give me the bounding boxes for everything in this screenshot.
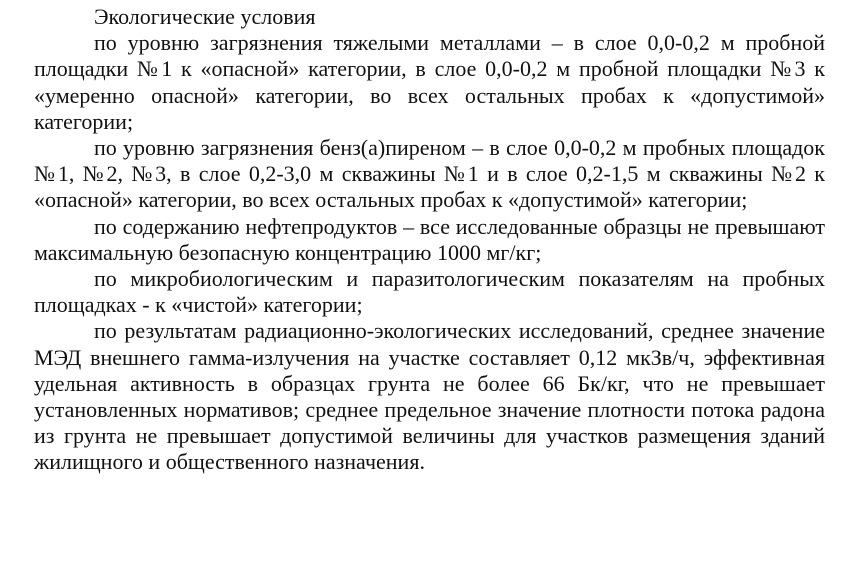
- paragraph-petroleum-products: по содержанию нефтепродуктов – все исследованные образцы не превышают максимальную безопасную концентрацию 1000 мг/кг;: [34, 213, 825, 265]
- paragraph-microbiological: по микробиологическим и паразитологическим показателям на пробных площадках - к «чистой» категории;: [34, 266, 825, 318]
- section-heading: Экологические условия: [94, 4, 316, 29]
- paragraph-radiation: по результатам радиационно-экологических исследований, среднее значение МЭД внешнего гамма-излучения на участке составляет 0,12 мкЗв/ч, эффективная удельная активность в образцах грунта не более 66 Бк/кг, что не превышает установленных нормативов; среднее предельное значение плотности потока радона из грунта не превышает допустимой величины для участков размещения зданий жилищного и общественного назначения.: [34, 318, 825, 475]
- paragraph-benzopyrene: по уровню загрязнения бенз(а)пиреном – в слое 0,0-0,2 м пробных площадок №1, №2, №3, в слое 0,2-3,0 м скважины №1 и в слое 0,2-1,5 м скважины №2 к «опасной» категории, во всех остальных пробах к «допустимой» категории;: [34, 135, 825, 213]
- paragraph-heavy-metals: по уровню загрязнения тяжелыми металлами – в слое 0,0-0,2 м пробной площадки №1 к «опасной» категории, в слое 0,0-0,2 м пробной площадки №3 к «умеренно опасной» категории, во всех остальных пробах к «допустимой» категории;: [34, 30, 825, 134]
